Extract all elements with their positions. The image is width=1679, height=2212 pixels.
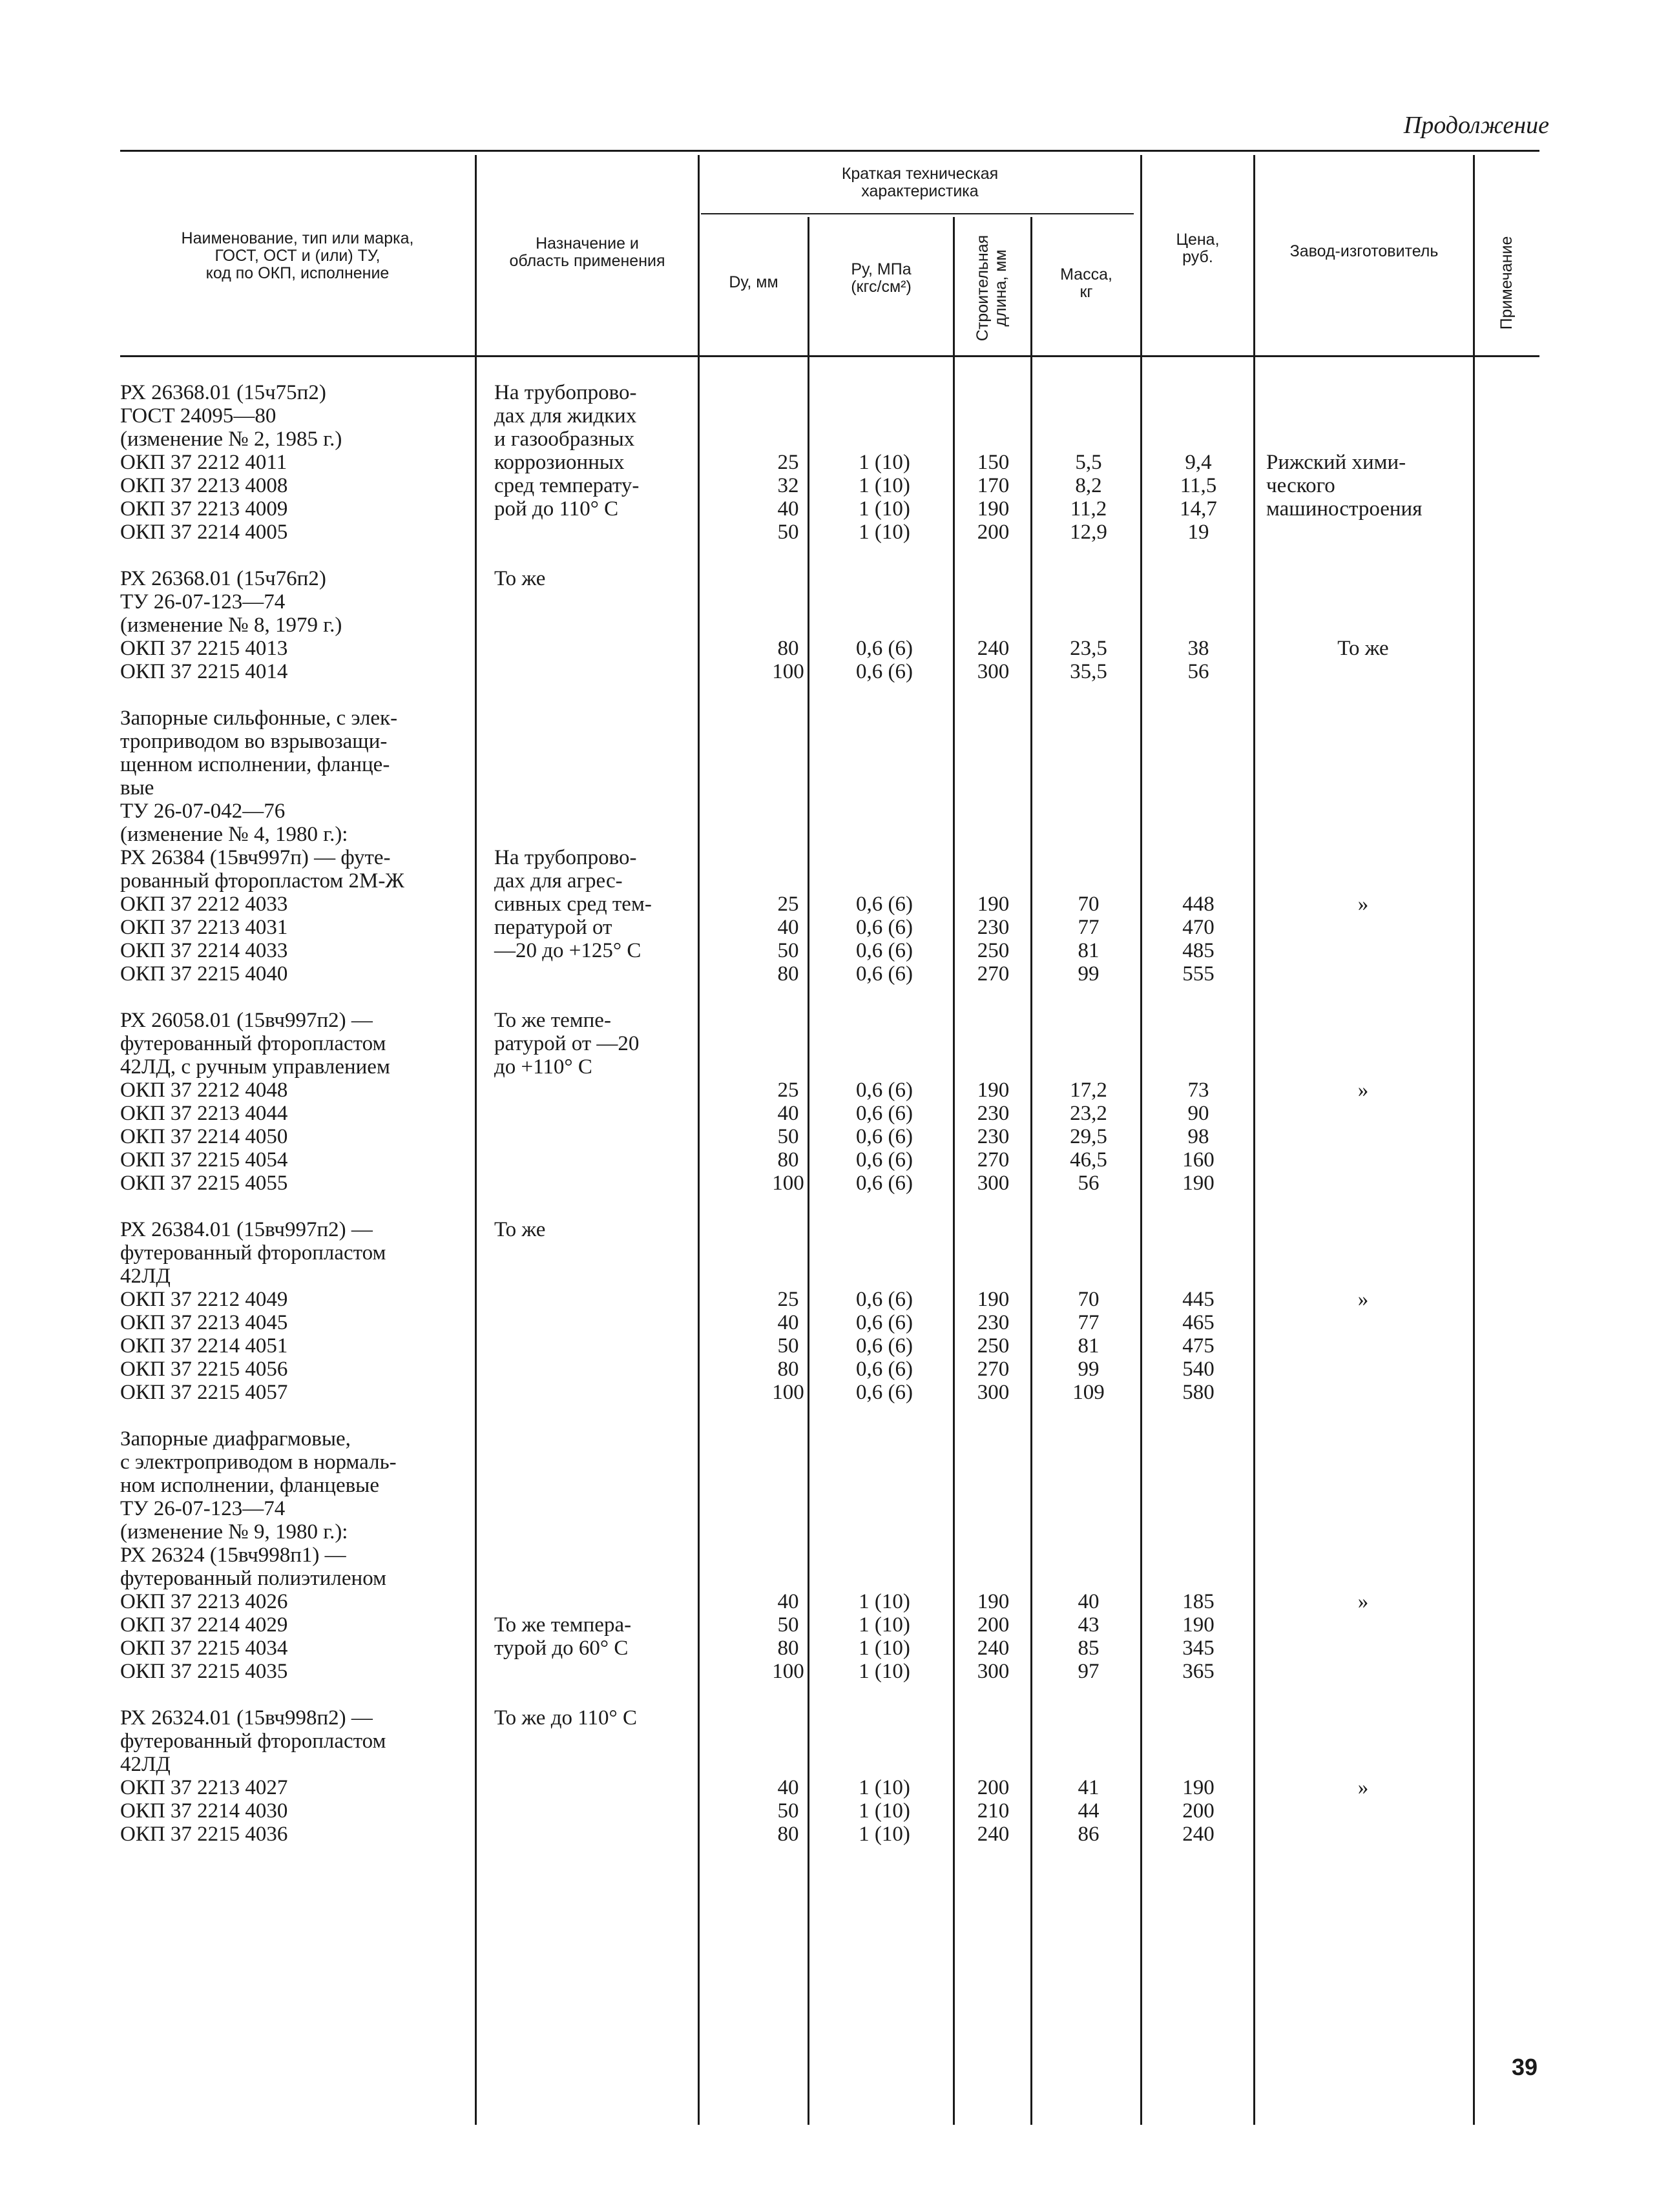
purpose-cell: То же до 110° С [494, 1706, 637, 1730]
purpose-cell: То же темпера- турой до 60° С [494, 1613, 632, 1660]
mass-value: 56 [1078, 1172, 1100, 1195]
price-value: 14,7 [1180, 497, 1217, 521]
price-value: 240 [1182, 1823, 1215, 1846]
py-value: 0,6 (6) [856, 1148, 913, 1172]
price-value: 580 [1182, 1381, 1215, 1404]
length-value: 190 [977, 893, 1010, 916]
length-value: 190 [977, 497, 1010, 521]
plant-cell: » [1357, 893, 1369, 916]
mass-value: 46,5 [1070, 1148, 1107, 1172]
length-value: 230 [977, 916, 1010, 939]
mass-value: 11,2 [1070, 497, 1107, 521]
product-name-line: футерованный фторопластом [120, 1032, 386, 1055]
continuation-label: Продолжение [1403, 112, 1549, 139]
product-name-line: ном исполнении, фланцевые [120, 1474, 379, 1497]
product-name-line: Запорные сильфонные, с элек- [120, 707, 398, 730]
dy-value: 40 [777, 1311, 799, 1334]
plant-cell: » [1357, 1590, 1369, 1613]
length-value: 270 [977, 962, 1010, 986]
product-name-line: футерованный фторопластом [120, 1730, 386, 1753]
dy-value: 25 [777, 893, 799, 916]
py-value: 0,6 (6) [856, 1358, 913, 1381]
length-value: 230 [977, 1102, 1010, 1125]
py-value: 0,6 (6) [856, 1288, 913, 1311]
py-value: 1 (10) [859, 521, 910, 544]
dy-value: 50 [777, 1613, 799, 1637]
length-value: 240 [977, 1823, 1010, 1846]
py-value: 0,6 (6) [856, 893, 913, 916]
column-divider [1030, 217, 1032, 2125]
okp-code: ОКП 37 2213 4045 [120, 1311, 288, 1334]
product-name-line: троприводом во взрывозащи- [120, 730, 388, 753]
mass-value: 44 [1078, 1799, 1100, 1823]
dy-value: 80 [777, 1637, 799, 1660]
purpose-cell: На трубопрово- дах для жидких и газообразных коррозионных сред температу- рой до 110° С [494, 381, 640, 521]
price-value: 190 [1182, 1776, 1215, 1799]
price-value: 190 [1182, 1172, 1215, 1195]
product-name-line: ГОСТ 24095—80 [120, 404, 276, 428]
length-value: 200 [977, 521, 1010, 544]
dy-value: 100 [772, 660, 804, 683]
product-name-line: футерованный полиэтиленом [120, 1567, 386, 1590]
header-tech-group: Краткая техническая характеристика [841, 165, 999, 200]
length-value: 190 [977, 1288, 1010, 1311]
okp-code: ОКП 37 2212 4033 [120, 893, 288, 916]
py-value: 0,6 (6) [856, 1311, 913, 1334]
okp-code: ОКП 37 2213 4031 [120, 916, 288, 939]
length-value: 240 [977, 1637, 1010, 1660]
price-value: 465 [1182, 1311, 1215, 1334]
py-value: 1 (10) [859, 1590, 910, 1613]
length-value: 300 [977, 1381, 1010, 1404]
product-name-line: РХ 26058.01 (15вч997п2) — [120, 1009, 373, 1032]
price-value: 475 [1182, 1334, 1215, 1358]
dy-value: 50 [777, 939, 799, 962]
okp-code: ОКП 37 2215 4056 [120, 1358, 288, 1381]
dy-value: 100 [772, 1381, 804, 1404]
py-value: 0,6 (6) [856, 962, 913, 986]
header-price: Цена, руб. [1176, 231, 1220, 266]
py-value: 1 (10) [859, 1823, 910, 1846]
py-value: 1 (10) [859, 1776, 910, 1799]
price-value: 98 [1187, 1125, 1209, 1148]
dy-value: 40 [777, 916, 799, 939]
okp-code: ОКП 37 2214 4030 [120, 1799, 288, 1823]
column-divider [1253, 155, 1255, 2125]
mass-value: 70 [1078, 1288, 1100, 1311]
tech-group-rule [701, 213, 1134, 214]
product-name-line: 42ЛД [120, 1265, 171, 1288]
py-value: 1 (10) [859, 451, 910, 474]
product-name-line: (изменение № 9, 1980 г.): [120, 1520, 348, 1544]
py-value: 0,6 (6) [856, 939, 913, 962]
okp-code: ОКП 37 2215 4057 [120, 1381, 288, 1404]
okp-code: ОКП 37 2214 4005 [120, 521, 288, 544]
product-name-line: РХ 26384 (15вч997п) — футе- [120, 846, 391, 869]
mass-value: 43 [1078, 1613, 1100, 1637]
okp-code: ОКП 37 2215 4035 [120, 1660, 288, 1683]
purpose-cell: То же [494, 1218, 546, 1241]
product-name-line: РХ 26324.01 (15вч998п2) — [120, 1706, 373, 1730]
dy-value: 25 [777, 1288, 799, 1311]
price-value: 90 [1187, 1102, 1209, 1125]
product-name-line: (изменение № 8, 1979 г.) [120, 614, 342, 637]
okp-code: ОКП 37 2215 4040 [120, 962, 288, 986]
product-name-line: РХ 26368.01 (15ч76п2) [120, 567, 326, 590]
length-value: 230 [977, 1311, 1010, 1334]
py-value: 0,6 (6) [856, 1079, 913, 1102]
table-top-rule [120, 150, 1539, 152]
product-name-line: рованный фторопластом 2М-Ж [120, 869, 404, 893]
column-divider [1473, 155, 1475, 2125]
price-value: 190 [1182, 1613, 1215, 1637]
okp-code: ОКП 37 2212 4049 [120, 1288, 288, 1311]
price-value: 345 [1182, 1637, 1215, 1660]
price-value: 38 [1187, 637, 1209, 660]
header-note: Примечание [1497, 236, 1516, 330]
dy-value: 40 [777, 1590, 799, 1613]
mass-value: 29,5 [1070, 1125, 1107, 1148]
mass-value: 77 [1078, 1311, 1100, 1334]
py-value: 0,6 (6) [856, 916, 913, 939]
okp-code: ОКП 37 2214 4050 [120, 1125, 288, 1148]
dy-value: 50 [777, 1125, 799, 1148]
dy-value: 100 [772, 1660, 804, 1683]
okp-code: ОКП 37 2215 4054 [120, 1148, 288, 1172]
mass-value: 81 [1078, 939, 1100, 962]
price-value: 555 [1182, 962, 1215, 986]
header-py: Ру, МПа (кгс/см²) [851, 260, 912, 296]
price-value: 11,5 [1180, 474, 1217, 497]
product-name-line: с электроприводом в нормаль- [120, 1451, 397, 1474]
dy-value: 100 [772, 1172, 804, 1195]
py-value: 0,6 (6) [856, 1102, 913, 1125]
py-value: 0,6 (6) [856, 1381, 913, 1404]
page-number: 39 [1512, 2054, 1538, 2080]
price-value: 73 [1187, 1079, 1209, 1102]
price-value: 56 [1187, 660, 1209, 683]
mass-value: 17,2 [1070, 1079, 1107, 1102]
okp-code: ОКП 37 2215 4036 [120, 1823, 288, 1846]
price-value: 365 [1182, 1660, 1215, 1683]
length-value: 270 [977, 1148, 1010, 1172]
py-value: 0,6 (6) [856, 1172, 913, 1195]
length-value: 200 [977, 1613, 1010, 1637]
purpose-cell: То же [494, 567, 546, 590]
product-name-line: ТУ 26-07-123—74 [120, 590, 286, 614]
okp-code: ОКП 37 2213 4044 [120, 1102, 288, 1125]
dy-value: 40 [777, 1776, 799, 1799]
price-value: 200 [1182, 1799, 1215, 1823]
dy-value: 32 [777, 474, 799, 497]
length-value: 210 [977, 1799, 1010, 1823]
price-value: 19 [1187, 521, 1209, 544]
length-value: 240 [977, 637, 1010, 660]
plant-cell: То же [1337, 637, 1389, 660]
price-value: 448 [1182, 893, 1215, 916]
price-value: 9,4 [1185, 451, 1212, 474]
mass-value: 23,2 [1070, 1102, 1107, 1125]
dy-value: 80 [777, 962, 799, 986]
product-name-line: 42ЛД, с ручным управлением [120, 1055, 390, 1079]
mass-value: 97 [1078, 1660, 1100, 1683]
mass-value: 41 [1078, 1776, 1100, 1799]
okp-code: ОКП 37 2215 4034 [120, 1637, 288, 1660]
mass-value: 86 [1078, 1823, 1100, 1846]
purpose-cell: То же темпе- ратурой от —20 до +110° С [494, 1009, 640, 1079]
py-value: 1 (10) [859, 1799, 910, 1823]
header-plant: Завод-изготовитель [1289, 242, 1439, 260]
okp-code: ОКП 37 2215 4055 [120, 1172, 288, 1195]
length-value: 250 [977, 1334, 1010, 1358]
length-value: 150 [977, 451, 1010, 474]
okp-code: ОКП 37 2215 4014 [120, 660, 288, 683]
product-name-line: РХ 26324 (15вч998п1) — [120, 1544, 346, 1567]
plant-cell: » [1357, 1288, 1369, 1311]
mass-value: 77 [1078, 916, 1100, 939]
mass-value: 5,5 [1075, 451, 1102, 474]
okp-code: ОКП 37 2213 4026 [120, 1590, 288, 1613]
plant-cell: » [1357, 1079, 1369, 1102]
okp-code: ОКП 37 2212 4011 [120, 451, 287, 474]
dy-value: 25 [777, 451, 799, 474]
column-divider [475, 155, 477, 2125]
mass-value: 85 [1078, 1637, 1100, 1660]
dy-value: 40 [777, 497, 799, 521]
mass-value: 109 [1072, 1381, 1105, 1404]
py-value: 0,6 (6) [856, 660, 913, 683]
price-value: 445 [1182, 1288, 1215, 1311]
product-name-line: (изменение № 4, 1980 г.): [120, 823, 348, 846]
mass-value: 12,9 [1070, 521, 1107, 544]
py-value: 1 (10) [859, 474, 910, 497]
product-name-line: 42ЛД [120, 1753, 171, 1776]
dy-value: 50 [777, 1334, 799, 1358]
length-value: 300 [977, 660, 1010, 683]
length-value: 190 [977, 1590, 1010, 1613]
dy-value: 80 [777, 637, 799, 660]
okp-code: ОКП 37 2214 4033 [120, 939, 288, 962]
product-name-line: ТУ 26-07-042—76 [120, 800, 286, 823]
py-value: 0,6 (6) [856, 1125, 913, 1148]
plant-cell: Рижский хими- ческого машиностроения [1266, 451, 1423, 521]
header-mass: Масса, кг [1060, 265, 1112, 301]
okp-code: ОКП 37 2213 4009 [120, 497, 288, 521]
mass-value: 81 [1078, 1334, 1100, 1358]
product-name-line: вые [120, 776, 154, 800]
mass-value: 40 [1078, 1590, 1100, 1613]
price-value: 160 [1182, 1148, 1215, 1172]
mass-value: 23,5 [1070, 637, 1107, 660]
length-value: 200 [977, 1776, 1010, 1799]
dy-value: 40 [777, 1102, 799, 1125]
okp-code: ОКП 37 2214 4051 [120, 1334, 288, 1358]
py-value: 0,6 (6) [856, 637, 913, 660]
okp-code: ОКП 37 2213 4008 [120, 474, 288, 497]
mass-value: 35,5 [1070, 660, 1107, 683]
py-value: 0,6 (6) [856, 1334, 913, 1358]
product-name-line: футерованный фторопластом [120, 1241, 386, 1265]
dy-value: 80 [777, 1823, 799, 1846]
header-name: Наименование, тип или марка, ГОСТ, ОСТ и (или) ТУ, код по ОКП, исполнение [181, 229, 414, 282]
mass-value: 99 [1078, 1358, 1100, 1381]
dy-value: 80 [777, 1358, 799, 1381]
py-value: 1 (10) [859, 1637, 910, 1660]
okp-code: ОКП 37 2213 4027 [120, 1776, 288, 1799]
price-value: 540 [1182, 1358, 1215, 1381]
okp-code: ОКП 37 2214 4029 [120, 1613, 288, 1637]
okp-code: ОКП 37 2212 4048 [120, 1079, 288, 1102]
length-value: 250 [977, 939, 1010, 962]
length-value: 190 [977, 1079, 1010, 1102]
dy-value: 50 [777, 521, 799, 544]
product-name-line: ТУ 26-07-123—74 [120, 1497, 286, 1520]
product-name-line: Запорные диафрагмовые, [120, 1427, 351, 1451]
mass-value: 99 [1078, 962, 1100, 986]
length-value: 300 [977, 1172, 1010, 1195]
plant-cell: » [1357, 1776, 1369, 1799]
dy-value: 25 [777, 1079, 799, 1102]
price-value: 185 [1182, 1590, 1215, 1613]
header-dy: Dу, мм [729, 273, 778, 291]
product-name-line: щенном исполнении, фланце- [120, 753, 390, 776]
price-value: 485 [1182, 939, 1215, 962]
py-value: 1 (10) [859, 497, 910, 521]
product-name-line: РХ 26384.01 (15вч997п2) — [120, 1218, 373, 1241]
length-value: 230 [977, 1125, 1010, 1148]
mass-value: 70 [1078, 893, 1100, 916]
purpose-cell: На трубопрово- дах для агрес- сивных сред тем- пературой от —20 до +125° С [494, 846, 652, 962]
okp-code: ОКП 37 2215 4013 [120, 637, 288, 660]
product-name-line: РХ 26368.01 (15ч75п2) [120, 381, 326, 404]
length-value: 270 [977, 1358, 1010, 1381]
header-purpose: Назначение и область применения [509, 234, 665, 270]
dy-value: 50 [777, 1799, 799, 1823]
py-value: 1 (10) [859, 1660, 910, 1683]
product-name-line: (изменение № 2, 1985 г.) [120, 428, 342, 451]
length-value: 170 [977, 474, 1010, 497]
dy-value: 80 [777, 1148, 799, 1172]
header-bottom-rule [120, 355, 1539, 357]
price-value: 470 [1182, 916, 1215, 939]
py-value: 1 (10) [859, 1613, 910, 1637]
length-value: 300 [977, 1660, 1010, 1683]
mass-value: 8,2 [1075, 474, 1102, 497]
header-length: Строительная длина, мм [974, 234, 1010, 342]
